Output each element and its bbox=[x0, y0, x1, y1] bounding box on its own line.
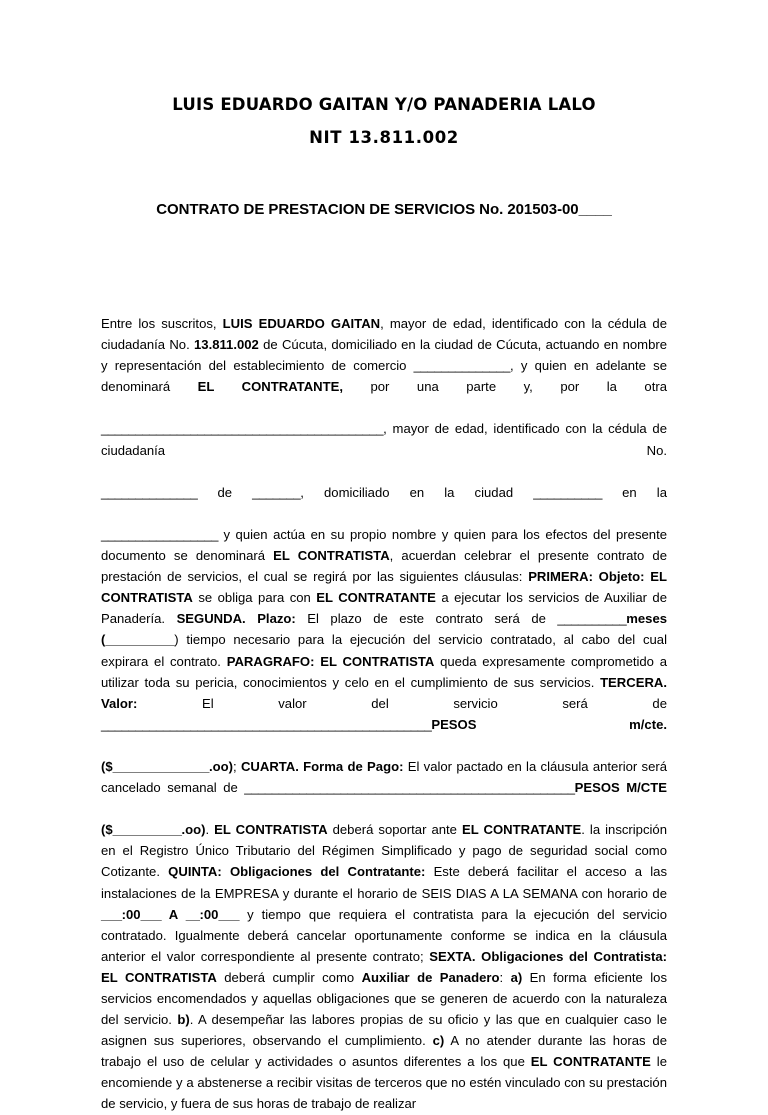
clause-tercera-text: El valor del servicio será de bbox=[137, 695, 667, 711]
clause-paragrafo-text: queda expresamente comprometido a utilizar toda su pericia, conocimientos y celo en el cumplimiento de sus servicios. bbox=[101, 653, 667, 690]
blank-plazo-meses: __________ bbox=[557, 611, 627, 627]
blank-contratista-name: _________________________________________ bbox=[101, 421, 384, 437]
clause-sexta-item-b: b) bbox=[177, 1012, 190, 1028]
clause-cuarta-dollar: ($ bbox=[101, 822, 113, 838]
clause-primera-text: se obliga para con bbox=[192, 590, 317, 606]
intro-text-4: , y quien en adelante se denominará bbox=[101, 358, 668, 395]
clause-primera-label: PRIMERA: Objeto: EL CONTRATISTA bbox=[101, 569, 667, 606]
clause-sep: ; bbox=[233, 758, 241, 774]
clause-segunda-meses: meses ( bbox=[101, 611, 668, 648]
blank-valor-letras: ________________________________________________ bbox=[101, 716, 432, 732]
clause-tercera-dollar: ($ bbox=[101, 758, 113, 774]
clause-sexta-item-c: c) bbox=[432, 1033, 445, 1049]
document-title: CONTRATO DE PRESTACION DE SERVICIOS No. 201503-00____ bbox=[156, 201, 612, 218]
blank-ciudad-2: _________________ bbox=[101, 526, 218, 542]
intro-text: Entre los suscritos, bbox=[101, 316, 223, 331]
hora-separador: A bbox=[161, 906, 186, 922]
clause-sexta-text: deberá cumplir como bbox=[216, 969, 362, 985]
label-contratante-3: EL CONTRATANTE bbox=[462, 822, 582, 838]
letterhead bbox=[0, 0, 768, 154]
blank-hora-inicio: ___ bbox=[101, 906, 122, 922]
blank-cedula-lugar: _______ bbox=[252, 484, 301, 500]
contract-text bbox=[101, 313, 667, 1115]
clause-paragrafo-label: PARAGRAFO: EL CONTRATISTA bbox=[226, 653, 435, 669]
label-contratante: EL CONTRATANTE, bbox=[197, 379, 343, 395]
clause-quinta-text-2: y tiempo que requiera el contratista para la ejecución del servicio contratado. Igualmente deberá cancelar oportunamente conforme se indica en la cláusula anterior el valor correspondiente al presente contrato; bbox=[101, 906, 667, 964]
contract-body bbox=[101, 313, 667, 1115]
hora-inicio: :00 bbox=[121, 906, 141, 922]
party2-text-2: de bbox=[197, 484, 253, 500]
blank-cedula-contratista: ______________ bbox=[101, 484, 198, 500]
clause-sexta-sep: : bbox=[499, 969, 511, 985]
clause-cuarta-label: CUARTA. Forma de Pago: bbox=[240, 758, 404, 774]
clause-sexta-item-c-text-2: le encomiende y a abstenerse a recibir visitas de terceros que no estén vinculado con su prestación de servicio, y fuera de sus horas de trabajo de realizar bbox=[101, 1054, 667, 1112]
clause-tercera-pesos: PESOS m/cte. bbox=[431, 716, 667, 732]
cedula-number: 13.811.002 bbox=[194, 337, 259, 353]
party2-text-5: y quien actúa en su propio nombre y quien para los efectos del presente documento se denominará bbox=[101, 526, 667, 564]
label-contratista: EL CONTRATISTA bbox=[273, 548, 390, 564]
clause-segunda-text: El plazo de este contrato será de bbox=[295, 611, 558, 627]
clause-quinta-text: Este deberá facilitar el acceso a las instalaciones de la EMPRESA y durante el horario de SEIS DIAS A LA SEMANA con horario de bbox=[101, 864, 667, 901]
clause-segunda-text-2: ) tiempo necesario para la ejecución del servicio contratado, al cabo del cual expirara el contrato. bbox=[101, 632, 667, 669]
clause-sexta-item-b-text: . A desempeñar las labores propias de su oficio y las que en cualquier caso le asignen sus superiores, observando el cumplimiento. bbox=[101, 1012, 667, 1049]
clause-cuarta-text-2: . bbox=[205, 822, 215, 838]
hora-fin: :00 bbox=[199, 906, 219, 922]
blank-hora-fin-2: ___ bbox=[218, 906, 240, 922]
label-contratista-2: EL CONTRATISTA bbox=[214, 822, 328, 838]
clause-quinta-label: QUINTA: Obligaciones del Contratante: bbox=[168, 864, 426, 880]
clause-cuarta-text: El valor pactado en la cláusula anterior será cancelado semanal de bbox=[101, 758, 668, 796]
clause-cuarta-text-4: . la inscripción en el Registro Único Tributario del Régimen Simplificado y pago de seguridad social como Cotizante. bbox=[101, 822, 667, 880]
party2-text: , mayor de edad, identificado con la cédula de ciudadanía No. bbox=[101, 421, 667, 458]
party-contratante-name: LUIS EDUARDO GAITAN bbox=[222, 316, 381, 331]
clause-tercera-label: TERCERA. Valor: bbox=[101, 674, 667, 711]
blank-pago-cifra: __________ bbox=[112, 822, 182, 838]
intro-text-3: de Cúcuta, domiciliado en la ciudad de Cúcuta, actuando en nombre y representación del establecimiento de comercio bbox=[101, 337, 667, 374]
label-contratante-2: EL CONTRATANTE bbox=[316, 590, 436, 606]
blank-pago-letras: ________________________________________________ bbox=[244, 780, 575, 796]
label-contratante-4: EL CONTRATANTE bbox=[530, 1054, 651, 1070]
clause-segunda-label: SEGUNDA. Plazo: bbox=[176, 611, 296, 627]
blank-hora-inicio-2: ___ bbox=[140, 906, 162, 922]
clause-sexta-item-c-text: A no atender durante las horas de trabajo el uso de celular y actividades o asuntos diferentes a los que bbox=[101, 1033, 667, 1070]
clause-cuarta-oo: .oo) bbox=[181, 822, 206, 838]
clause-sexta-label: SEXTA. Obligaciones del Contratista: EL CONTRATISTA bbox=[101, 948, 667, 985]
company-name: LUIS EDUARDO GAITAN Y/O PANADERIA LALO bbox=[172, 95, 596, 114]
clause-cuarta-text-3: deberá soportar ante bbox=[327, 822, 462, 838]
blank-valor-cifra: ______________ bbox=[112, 758, 210, 774]
blank-hora-fin: __ bbox=[185, 906, 200, 922]
clauses-intro: , acuerdan celebrar el presente contrato de prestación de servicios, el cual se regirá por las siguientes cláusulas: bbox=[101, 548, 667, 585]
blank-establecimiento: ______________ bbox=[413, 358, 511, 374]
clause-sexta-item-a: a) bbox=[510, 969, 523, 985]
party2-text-4: en la bbox=[602, 484, 667, 500]
clause-sexta-item-a-text: En forma eficiente los servicios encomendados y aquellas obligaciones que se generen de acuerdo con la naturaleza del servicio. bbox=[101, 969, 667, 1028]
clause-sexta-role: Auxiliar de Panadero bbox=[361, 969, 500, 985]
intro-text-5: por una parte y, por la otra bbox=[343, 379, 667, 395]
clause-cuarta-pesos: PESOS M/CTE bbox=[574, 780, 667, 796]
blank-ciudad: __________ bbox=[533, 484, 603, 500]
blank-plazo-numero: __________ bbox=[105, 632, 175, 648]
party2-text-3: , domiciliado en la ciudad bbox=[300, 484, 534, 500]
clause-tercera-oo: .oo) bbox=[209, 758, 234, 774]
company-nit: NIT 13.811.002 bbox=[309, 128, 459, 147]
clause-primera-text-2: a ejecutar los servicios de Auxiliar de Panadería. bbox=[101, 590, 667, 627]
intro-text-2: , mayor de edad, identificado con la cédula de ciudadanía No. bbox=[101, 316, 667, 353]
